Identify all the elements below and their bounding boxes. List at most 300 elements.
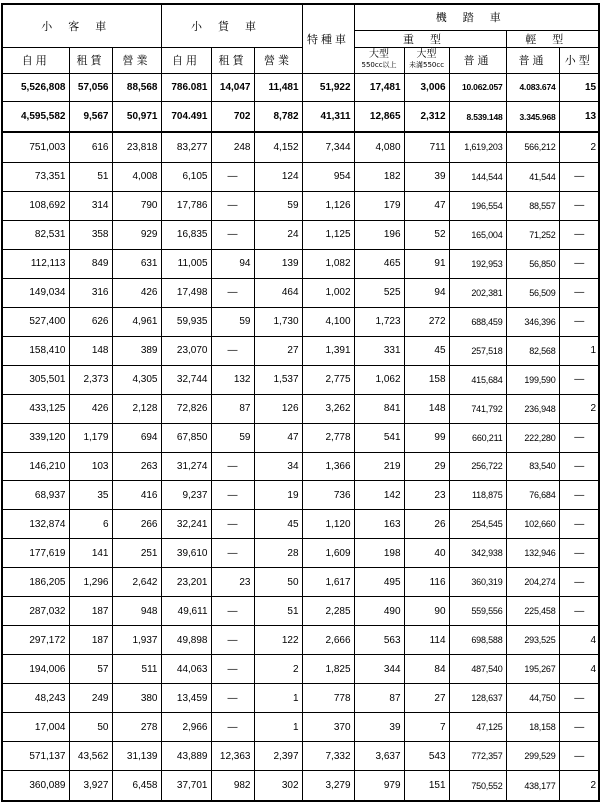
table-cell: 219 (354, 452, 404, 481)
table-cell: — (559, 452, 599, 481)
table-cell: 82,568 (506, 336, 559, 365)
table-cell: 2,775 (302, 365, 354, 394)
header-passenger-car: 小客車 (2, 4, 161, 47)
table-cell: 149,034 (2, 278, 69, 307)
table-cell: 82,531 (2, 220, 69, 249)
table-cell: 10.062.057 (449, 73, 506, 102)
table-cell: 23,818 (112, 132, 161, 162)
table-cell: 426 (112, 278, 161, 307)
table-row (2, 713, 599, 742)
table-cell: 15 (559, 73, 599, 102)
table-cell: 511 (112, 655, 161, 684)
table-cell: 1,062 (354, 365, 404, 394)
table-cell: 43,889 (161, 742, 211, 771)
table-cell: 56,850 (506, 249, 559, 278)
table-cell: 4 (559, 626, 599, 655)
table-cell: 50 (254, 568, 302, 597)
table-cell: 2,966 (161, 713, 211, 742)
table-cell: 360,089 (2, 771, 69, 801)
table-cell: 3,006 (404, 73, 449, 102)
table-cell: 132,946 (506, 539, 559, 568)
table-cell: 487,540 (449, 655, 506, 684)
table-row (2, 249, 599, 278)
table-cell: 128,637 (449, 684, 506, 713)
table-cell: 1,730 (254, 307, 302, 336)
table-cell: 616 (69, 132, 112, 162)
table-cell: 6 (69, 510, 112, 539)
table-cell: — (559, 278, 599, 307)
table-cell: 566,212 (506, 132, 559, 162)
table-cell: 299,529 (506, 742, 559, 771)
table-cell: — (211, 713, 254, 742)
table-row (2, 336, 599, 365)
table-cell: 305,501 (2, 365, 69, 394)
table-cell: 464 (254, 278, 302, 307)
table-cell: 1,120 (302, 510, 354, 539)
table-cell: 17,498 (161, 278, 211, 307)
table-cell: 4,080 (354, 132, 404, 162)
table-cell: 187 (69, 597, 112, 626)
table-cell: 1 (254, 713, 302, 742)
table-cell: 19 (254, 481, 302, 510)
table-cell: 68,937 (2, 481, 69, 510)
table-cell: 177,619 (2, 539, 69, 568)
table-cell: 954 (302, 162, 354, 191)
header-own-use-truck: 自用 (161, 47, 211, 73)
vehicle-registration-table (1, 3, 600, 802)
table-cell: 52 (404, 220, 449, 249)
table-cell: 293,525 (506, 626, 559, 655)
table-cell: 41,544 (506, 162, 559, 191)
table-cell: 192,953 (449, 249, 506, 278)
header-large-under-550-note: 未滿550cc (408, 61, 445, 69)
table-cell: 688,459 (449, 307, 506, 336)
table-cell: 24 (254, 220, 302, 249)
table-cell: 1,125 (302, 220, 354, 249)
table-cell: — (559, 162, 599, 191)
table-cell: 1,126 (302, 191, 354, 220)
table-row (2, 132, 599, 162)
table-row (2, 568, 599, 597)
table-cell: 49,898 (161, 626, 211, 655)
table-cell: — (211, 336, 254, 365)
table-cell: 8,782 (254, 102, 302, 132)
table-row (2, 742, 599, 771)
table-cell: 8.539.148 (449, 102, 506, 132)
table-row (2, 655, 599, 684)
table-cell: 360,319 (449, 568, 506, 597)
table-cell: 73,351 (2, 162, 69, 191)
table-cell: 982 (211, 771, 254, 801)
table-cell: — (559, 510, 599, 539)
table-cell: 72,826 (161, 394, 211, 423)
table-cell: 287,032 (2, 597, 69, 626)
table-cell: — (559, 742, 599, 771)
table-cell: 202,381 (449, 278, 506, 307)
table-cell: 99 (404, 423, 449, 452)
table-cell: 50 (69, 713, 112, 742)
table-cell: 32,744 (161, 365, 211, 394)
table-row (2, 162, 599, 191)
table-cell: 43,562 (69, 742, 112, 771)
table-cell: 426 (69, 394, 112, 423)
table-cell: 51 (254, 597, 302, 626)
table-row (2, 278, 599, 307)
table-cell: 222,280 (506, 423, 559, 452)
header-small-light: 小型 (559, 47, 599, 73)
table-cell: 116 (404, 568, 449, 597)
table-cell: 249 (69, 684, 112, 713)
table-cell: 751,003 (2, 132, 69, 162)
table-cell: 750,552 (449, 771, 506, 801)
table-cell: 7 (404, 713, 449, 742)
table-cell: 6,458 (112, 771, 161, 801)
table-row (2, 220, 599, 249)
table-cell: 23 (211, 568, 254, 597)
table-cell: 790 (112, 191, 161, 220)
table-cell: 158,410 (2, 336, 69, 365)
table-cell: — (211, 539, 254, 568)
table-cell: 2,373 (69, 365, 112, 394)
table-cell: 103 (69, 452, 112, 481)
table-cell: 2,666 (302, 626, 354, 655)
table-cell: 39,610 (161, 539, 211, 568)
table-cell: — (559, 249, 599, 278)
table-cell: 198 (354, 539, 404, 568)
table-cell: 102,660 (506, 510, 559, 539)
table-cell: 141 (69, 539, 112, 568)
table-cell: 266 (112, 510, 161, 539)
table-cell: 47,125 (449, 713, 506, 742)
header-light: 輕型 (506, 30, 599, 47)
table-cell: 1,619,203 (449, 132, 506, 162)
table-cell: 41,311 (302, 102, 354, 132)
table-cell: 18,158 (506, 713, 559, 742)
table-cell: 57 (69, 655, 112, 684)
table-cell: 339,120 (2, 423, 69, 452)
table-cell: 4,305 (112, 365, 161, 394)
table-cell: 204,274 (506, 568, 559, 597)
table-row (2, 684, 599, 713)
table-cell: — (211, 191, 254, 220)
table-cell: 23 (404, 481, 449, 510)
table-cell: 122 (254, 626, 302, 655)
table-cell: — (211, 510, 254, 539)
table-cell: 17,481 (354, 73, 404, 102)
header-large-550-plus-label: 大型 (369, 49, 390, 60)
table-cell: 91 (404, 249, 449, 278)
table-cell: 490 (354, 597, 404, 626)
table-header (2, 4, 599, 73)
table-cell: — (211, 220, 254, 249)
table-row (2, 73, 599, 102)
table-cell: 144,544 (449, 162, 506, 191)
table-cell: 1,366 (302, 452, 354, 481)
table-row (2, 539, 599, 568)
table-cell: 151 (404, 771, 449, 801)
table-cell: 225,458 (506, 597, 559, 626)
table-cell: 59 (254, 191, 302, 220)
table-cell: 1,937 (112, 626, 161, 655)
table-cell: 14,047 (211, 73, 254, 102)
table-cell: 16,835 (161, 220, 211, 249)
table-cell: 39 (404, 162, 449, 191)
table-cell: 26 (404, 510, 449, 539)
table-cell: 2 (559, 394, 599, 423)
table-cell: 948 (112, 597, 161, 626)
table-cell: 196,554 (449, 191, 506, 220)
table-cell: 1 (559, 336, 599, 365)
table-cell: 631 (112, 249, 161, 278)
table-cell: 1,391 (302, 336, 354, 365)
table-cell: 9,237 (161, 481, 211, 510)
table-cell: 1,082 (302, 249, 354, 278)
table-cell: 50,971 (112, 102, 161, 132)
table-cell: 929 (112, 220, 161, 249)
table-cell: 158 (404, 365, 449, 394)
table-cell: 1,002 (302, 278, 354, 307)
table-cell: — (559, 365, 599, 394)
table-cell: 17,004 (2, 713, 69, 742)
header-motorcycle: 機踏車 (354, 4, 599, 30)
table-cell: 17,786 (161, 191, 211, 220)
table-cell: 841 (354, 394, 404, 423)
table-cell: 146,210 (2, 452, 69, 481)
table-cell: 3,927 (69, 771, 112, 801)
table-cell: 118,875 (449, 481, 506, 510)
table-cell: 126 (254, 394, 302, 423)
table-cell: 51 (69, 162, 112, 191)
table-cell: — (211, 278, 254, 307)
table-cell: 278 (112, 713, 161, 742)
header-ordinary-heavy: 普通 (449, 47, 506, 73)
table-cell: — (559, 713, 599, 742)
table-cell: 2,642 (112, 568, 161, 597)
table-cell: 236,948 (506, 394, 559, 423)
table-cell: 31,274 (161, 452, 211, 481)
table-cell: 416 (112, 481, 161, 510)
header-small-truck: 小貨車 (161, 4, 302, 47)
table-cell: 32,241 (161, 510, 211, 539)
table-cell: 2,778 (302, 423, 354, 452)
table-cell: — (211, 597, 254, 626)
table-cell: 40 (404, 539, 449, 568)
table-cell: — (211, 626, 254, 655)
table-cell: 495 (354, 568, 404, 597)
table-cell: 314 (69, 191, 112, 220)
table-cell: — (559, 307, 599, 336)
table-cell: 2,397 (254, 742, 302, 771)
table-cell: 83,540 (506, 452, 559, 481)
table-cell: — (211, 655, 254, 684)
table-cell: 27 (254, 336, 302, 365)
table-cell: 257,518 (449, 336, 506, 365)
table-cell: 48,243 (2, 684, 69, 713)
table-cell: 9,567 (69, 102, 112, 132)
header-large-under-550 (404, 47, 449, 73)
table-cell: 1,825 (302, 655, 354, 684)
header-rental-truck: 租賃 (211, 47, 254, 73)
table-cell: 34 (254, 452, 302, 481)
table-row (2, 102, 599, 132)
table-cell: 1,609 (302, 539, 354, 568)
table-cell: 1 (254, 684, 302, 713)
table-cell: 331 (354, 336, 404, 365)
table-cell: 37,701 (161, 771, 211, 801)
table-cell: 39 (354, 713, 404, 742)
table-cell: 849 (69, 249, 112, 278)
table-cell: 4,008 (112, 162, 161, 191)
table-cell: 148 (404, 394, 449, 423)
table-cell: 389 (112, 336, 161, 365)
table-cell: 49,611 (161, 597, 211, 626)
table-cell: 5,526,808 (2, 73, 69, 102)
table-cell: 248 (211, 132, 254, 162)
header-large-550-plus (354, 47, 404, 73)
table-cell: 2 (559, 771, 599, 801)
table-cell: 4 (559, 655, 599, 684)
table-cell: 94 (211, 249, 254, 278)
table-cell: 370 (302, 713, 354, 742)
table-cell: 380 (112, 684, 161, 713)
table-cell: — (211, 162, 254, 191)
table-row (2, 510, 599, 539)
table-cell: 23,201 (161, 568, 211, 597)
table-row (2, 481, 599, 510)
table-cell: 772,357 (449, 742, 506, 771)
header-special-vehicle: 特種車 (302, 4, 354, 73)
table-cell: 13,459 (161, 684, 211, 713)
table-cell: 1,537 (254, 365, 302, 394)
table-cell: 27 (404, 684, 449, 713)
table-cell: 263 (112, 452, 161, 481)
table-cell: 45 (254, 510, 302, 539)
table-cell: 543 (404, 742, 449, 771)
table-cell: 778 (302, 684, 354, 713)
table-cell: 256,722 (449, 452, 506, 481)
header-large-under-550-label: 大型 (416, 49, 437, 60)
table-cell: 59 (211, 307, 254, 336)
table-cell: 698,588 (449, 626, 506, 655)
table-cell: 3,279 (302, 771, 354, 801)
table-cell: — (559, 481, 599, 510)
table-cell: 12,865 (354, 102, 404, 132)
table-cell: 694 (112, 423, 161, 452)
table-row (2, 626, 599, 655)
table-row (2, 771, 599, 801)
table-cell: 979 (354, 771, 404, 801)
table-cell: 302 (254, 771, 302, 801)
table-cell: 559,556 (449, 597, 506, 626)
table-cell: 3,637 (354, 742, 404, 771)
table-cell: 31,139 (112, 742, 161, 771)
table-cell: 114 (404, 626, 449, 655)
table-cell: 660,211 (449, 423, 506, 452)
table-cell: 11,481 (254, 73, 302, 102)
table-cell: 94 (404, 278, 449, 307)
table-cell: 4,595,582 (2, 102, 69, 132)
table-cell: 6,105 (161, 162, 211, 191)
table-cell: 3,262 (302, 394, 354, 423)
table-cell: — (559, 568, 599, 597)
header-commercial-truck: 營業 (254, 47, 302, 73)
header-rental-passenger: 租賃 (69, 47, 112, 73)
table-cell: 2,312 (404, 102, 449, 132)
table-cell: 2,285 (302, 597, 354, 626)
table-cell: 83,277 (161, 132, 211, 162)
table-cell: — (559, 597, 599, 626)
table-cell: 571,137 (2, 742, 69, 771)
table-cell: — (559, 220, 599, 249)
table-cell: — (559, 191, 599, 220)
table-cell: 59,935 (161, 307, 211, 336)
table-cell: 163 (354, 510, 404, 539)
table-cell: 108,692 (2, 191, 69, 220)
table-cell: 88,568 (112, 73, 161, 102)
table-cell: 525 (354, 278, 404, 307)
table-cell: 187 (69, 626, 112, 655)
table-cell: 112,113 (2, 249, 69, 278)
table-cell: 297,172 (2, 626, 69, 655)
table-cell: 199,590 (506, 365, 559, 394)
table-cell: 1,296 (69, 568, 112, 597)
table-cell: 142 (354, 481, 404, 510)
table-cell: 179 (354, 191, 404, 220)
table-cell: 23,070 (161, 336, 211, 365)
table-cell: 4,961 (112, 307, 161, 336)
table-cell: 56,509 (506, 278, 559, 307)
table-cell: — (211, 481, 254, 510)
table-cell: 7,344 (302, 132, 354, 162)
table-row (2, 597, 599, 626)
table-cell: 186,205 (2, 568, 69, 597)
table-cell: 702 (211, 102, 254, 132)
table-cell: 195,267 (506, 655, 559, 684)
table-cell: 272 (404, 307, 449, 336)
table-cell: 541 (354, 423, 404, 452)
table-cell: 563 (354, 626, 404, 655)
table-cell: — (559, 539, 599, 568)
table-cell: 29 (404, 452, 449, 481)
table-row (2, 452, 599, 481)
table-cell: 251 (112, 539, 161, 568)
table-cell: 90 (404, 597, 449, 626)
table-cell: 11,005 (161, 249, 211, 278)
table-cell: 1,617 (302, 568, 354, 597)
table-row (2, 191, 599, 220)
table-cell: 88,557 (506, 191, 559, 220)
table-row (2, 423, 599, 452)
table-cell: 438,177 (506, 771, 559, 801)
table-cell: 76,684 (506, 481, 559, 510)
table-cell: 13 (559, 102, 599, 132)
table-row (2, 307, 599, 336)
table-cell: 59 (211, 423, 254, 452)
table-cell: 45 (404, 336, 449, 365)
table-cell: 28 (254, 539, 302, 568)
table-cell: 124 (254, 162, 302, 191)
table-cell: 182 (354, 162, 404, 191)
table-cell: 433,125 (2, 394, 69, 423)
table-cell: 148 (69, 336, 112, 365)
header-own-use-passenger: 自用 (2, 47, 69, 73)
table-cell: 87 (211, 394, 254, 423)
table-cell: 711 (404, 132, 449, 162)
table-cell: 87 (354, 684, 404, 713)
table-cell: 346,396 (506, 307, 559, 336)
table-cell: 139 (254, 249, 302, 278)
table-cell: 4,152 (254, 132, 302, 162)
